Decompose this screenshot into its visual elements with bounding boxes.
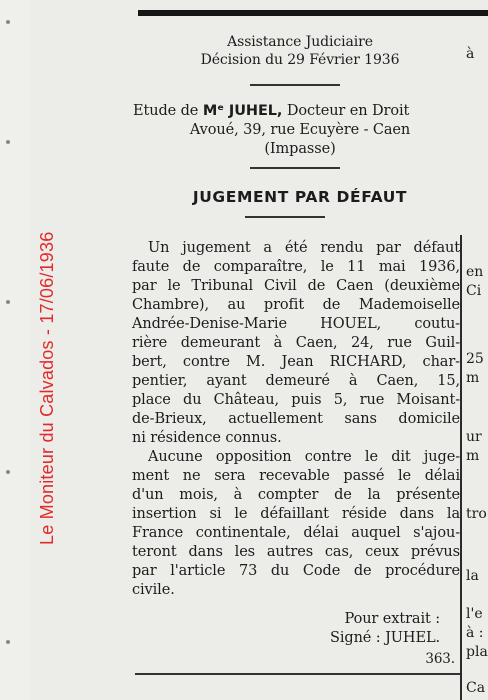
binding-hole <box>6 140 10 144</box>
binding-hole <box>6 470 10 474</box>
binding-hole <box>6 640 10 644</box>
adjacent-column-fragments <box>466 0 488 700</box>
header-line-1: Assistance Judiciaire <box>227 34 373 50</box>
header-line-2: Décision du 29 Février 1936 <box>200 52 400 68</box>
binding-holes <box>0 0 18 700</box>
column-divider <box>460 235 462 700</box>
body-line: ment ne sera recevable passé le délai <box>132 468 460 484</box>
fragment: m <box>466 448 480 464</box>
source-label: Le Moniteur du Calvados - 17/06/1936 <box>37 231 57 545</box>
left-margin <box>0 0 30 700</box>
body-line: ni résidence connus. <box>132 430 282 446</box>
bottom-rule <box>135 673 460 675</box>
etude-name: Mᵉ JUHEL, <box>202 103 283 119</box>
fragment: ur <box>466 429 482 445</box>
fragment: en <box>466 264 484 280</box>
separator <box>250 84 340 86</box>
body-line: France continentale, délai auquel s'ajou- <box>132 525 460 541</box>
fragment: tro <box>466 506 487 522</box>
fragment: 25 <box>466 351 484 367</box>
etude-line-2: Avoué, 39, rue Ecuyère - Caen <box>189 122 411 138</box>
fragment: m <box>466 370 480 386</box>
top-rule <box>138 10 488 16</box>
notice-number: 363. <box>425 651 455 667</box>
binding-hole <box>6 300 10 304</box>
etude-line-3: (Impasse) <box>264 141 336 157</box>
body-line: Aucune opposition contre le dit juge- <box>148 449 460 465</box>
body-line: par le Tribunal Civil de Caen (deuxième <box>132 278 460 294</box>
body-line: Chambre), au profit de Mademoiselle <box>132 297 460 313</box>
etude-prefix: Etude de <box>133 103 199 119</box>
signature-line: Signé : JUHEL. <box>330 630 440 646</box>
body-line: pentier, ayant demeuré à Caen, 15, <box>132 373 460 389</box>
extract-label: Pour extrait : <box>344 611 440 627</box>
fragment: Ci <box>466 283 482 299</box>
body-line: Un jugement a été rendu par défaut <box>148 240 460 256</box>
etude-line-1 <box>133 102 463 120</box>
fragment: à : <box>466 625 484 641</box>
fragment: la <box>466 568 479 584</box>
body-line: insertion si le défaillant réside dans la <box>132 506 460 522</box>
fragment: Ca <box>466 680 486 696</box>
body-line: de-Brieux, actuellement sans domicile <box>132 411 460 427</box>
etude-suffix: Docteur en Droit <box>286 103 410 119</box>
fragment: l'e <box>466 606 483 622</box>
binding-hole <box>6 20 10 24</box>
fragment: à <box>466 46 475 62</box>
fragment: pla <box>466 644 488 660</box>
body-line: civile. <box>132 582 175 598</box>
judgment-title: JUGEMENT PAR DÉFAUT <box>192 188 408 206</box>
body-line: teront dans les autres cas, ceux prévus <box>132 544 460 560</box>
body-line: d'un mois, à compter de la présente <box>132 487 460 503</box>
separator <box>245 216 325 218</box>
body-line: Andrée-Denise-Marie HOUEL, coutu- <box>132 316 460 332</box>
body-line: faute de comparaître, le 11 mai 1936, <box>132 259 460 275</box>
body-line: par l'article 73 du Code de procédure <box>132 563 460 579</box>
body-line: rière demeurant à Caen, 24, rue Guil- <box>132 335 460 351</box>
body-line: place du Château, puis 5, rue Moisant- <box>132 392 460 408</box>
separator <box>250 167 340 169</box>
body-line: bert, contre M. Jean RICHARD, char- <box>132 354 460 370</box>
